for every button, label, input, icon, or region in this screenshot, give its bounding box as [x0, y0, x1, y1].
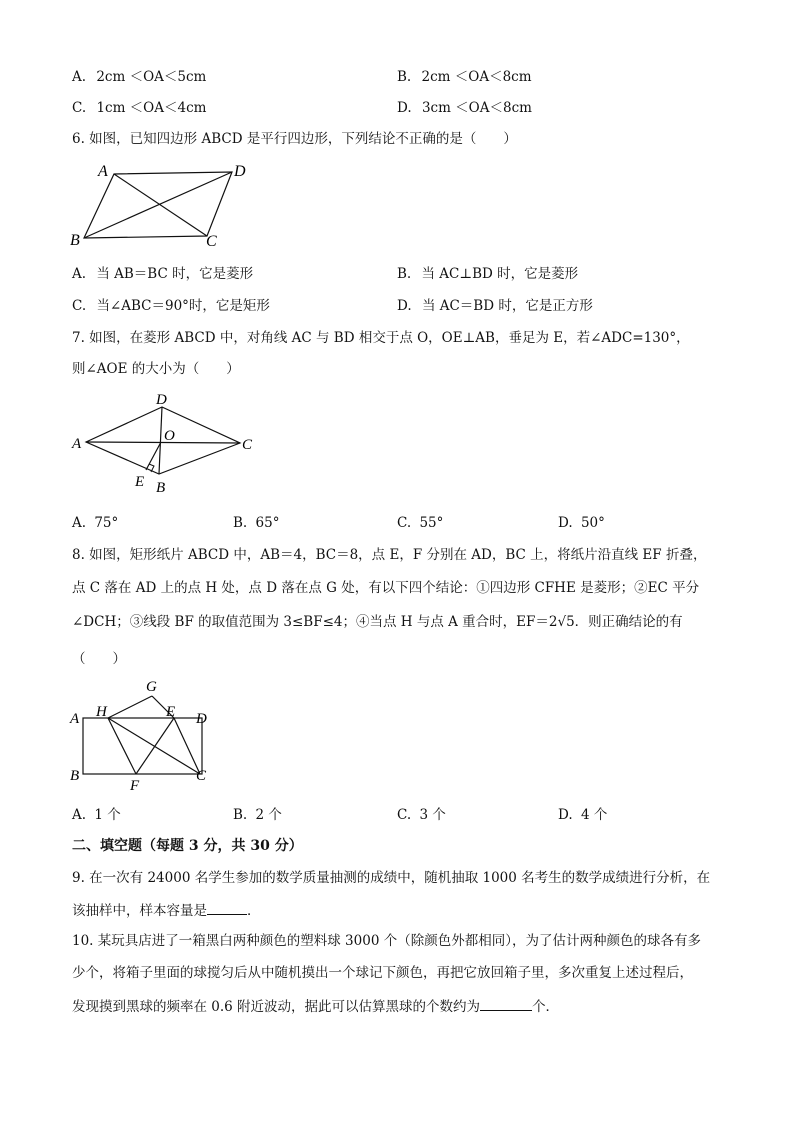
- label-b: B: [70, 232, 80, 249]
- q6-option-d: D. 当 AC＝BD 时，它是正方形: [397, 298, 593, 314]
- label-o: O: [164, 428, 175, 444]
- q6-stem: 6. 如图，已知四边形 ABCD 是平行四边形，下列结论不正确的是（ ）: [72, 131, 517, 147]
- right-angle-mark: [149, 464, 154, 472]
- q8-stem-line1: 8. 如图，矩形纸片 ABCD 中，AB＝4，BC＝8，点 E，F 分别在 AD，BC 上，将纸片沿直线 EF 折叠，: [72, 547, 707, 563]
- label-e: E: [135, 474, 145, 490]
- q6-option-b: B. 当 AC⊥BD 时，它是菱形: [397, 266, 579, 282]
- q10-line1: 10. 某玩具店进了一箱黑白两种颜色的塑料球 3000 个（除颜色外都相同），为了估计两种颜色的球各有多: [72, 933, 701, 949]
- q8-stem-line2: 点 C 落在 AD 上的点 H 处，点 D 落在点 G 处，有以下四个结论：①四边形 CFHE 是菱形；②EC 平分: [72, 580, 700, 596]
- label-c: C: [206, 233, 217, 250]
- label-d: D: [234, 163, 246, 180]
- label-c: C: [242, 437, 253, 453]
- segment-hg: [108, 696, 152, 718]
- q9-answer-blank[interactable]: [207, 900, 247, 915]
- label-d: D: [196, 711, 207, 727]
- fold-line-ef: [136, 718, 174, 774]
- q5-option-d: D. 3cm ＜OA＜8cm: [397, 100, 532, 116]
- q8-option-c: C. 3 个: [397, 807, 446, 823]
- q5-option-a: A. 2cm ＜OA＜5cm: [72, 69, 207, 85]
- label-a: A: [70, 711, 80, 727]
- section-2-title: 二、填空题（每题 3 分，共 30 分）: [72, 838, 303, 854]
- label-b: B: [70, 768, 80, 784]
- q5-option-b: B. 2cm ＜OA＜8cm: [397, 69, 532, 85]
- q10-answer-blank[interactable]: [480, 996, 532, 1011]
- q7-rhombus-figure: [68, 390, 268, 500]
- q10-line3: 发现摸到黑球的频率在 0.6 附近波动，据此可以估算黑球的个数约为 个．: [72, 996, 559, 1016]
- q8-rectangle-fold-figure: [66, 676, 226, 796]
- q8-option-d: D. 4 个: [558, 807, 608, 823]
- label-f: F: [130, 778, 140, 794]
- q9-line1: 9. 在一次有 24000 名学生参加的数学质量抽测的成绩中，随机抽取 1000 名考生的数学成绩进行分析，在: [72, 870, 711, 886]
- q7-option-a: A. 75°: [72, 515, 119, 531]
- q7-stem-line2: 则∠AOE 的大小为（ ）: [72, 361, 240, 377]
- q7-option-b: B. 65°: [233, 515, 280, 531]
- q8-stem-line3: ∠DCH；③线段 BF 的取值范围为 3≤BF≤4；④当点 H 与点 A 重合时，EF＝2√5．则正确结论的有: [72, 614, 683, 630]
- diagonal-ac: [114, 174, 207, 236]
- label-d: D: [156, 392, 167, 408]
- diagonal-ac: [86, 442, 240, 443]
- label-e: E: [166, 704, 176, 720]
- label-g: G: [146, 679, 157, 695]
- label-b: B: [156, 480, 166, 496]
- label-a: A: [72, 436, 82, 452]
- diagonal-bd: [159, 407, 162, 474]
- q6-option-c: C. 当∠ABC＝90°时，它是矩形: [72, 298, 270, 314]
- rectangle-abcd: [83, 718, 202, 774]
- rhombus-abcd: [86, 407, 240, 474]
- q6-option-a: A. 当 AB＝BC 时，它是菱形: [72, 266, 254, 282]
- q7-option-d: D. 50°: [558, 515, 605, 531]
- label-a: A: [98, 163, 108, 180]
- q7-option-c: C. 55°: [397, 515, 444, 531]
- q8-option-b: B. 2 个: [233, 807, 282, 823]
- q5-option-c: C. 1cm ＜OA＜4cm: [72, 100, 207, 116]
- q8-option-a: A. 1 个: [72, 807, 121, 823]
- q6-parallelogram-figure: [66, 158, 266, 253]
- q7-stem-line1: 7. 如图，在菱形 ABCD 中，对角线 AC 与 BD 相交于点 O，OE⊥AB，垂足为 E，若∠ADC=130°，: [72, 330, 690, 346]
- q8-stem-line4: （ ）: [72, 651, 126, 667]
- q10-line2: 少个，将箱子里面的球搅匀后从中随机摸出一个球记下颜色，再把它放回箱子里，多次重复上述过程后，: [72, 965, 693, 981]
- label-c: C: [196, 768, 207, 784]
- q9-line2: 该抽样中，样本容量是 ．: [72, 900, 261, 920]
- label-h: H: [96, 704, 107, 720]
